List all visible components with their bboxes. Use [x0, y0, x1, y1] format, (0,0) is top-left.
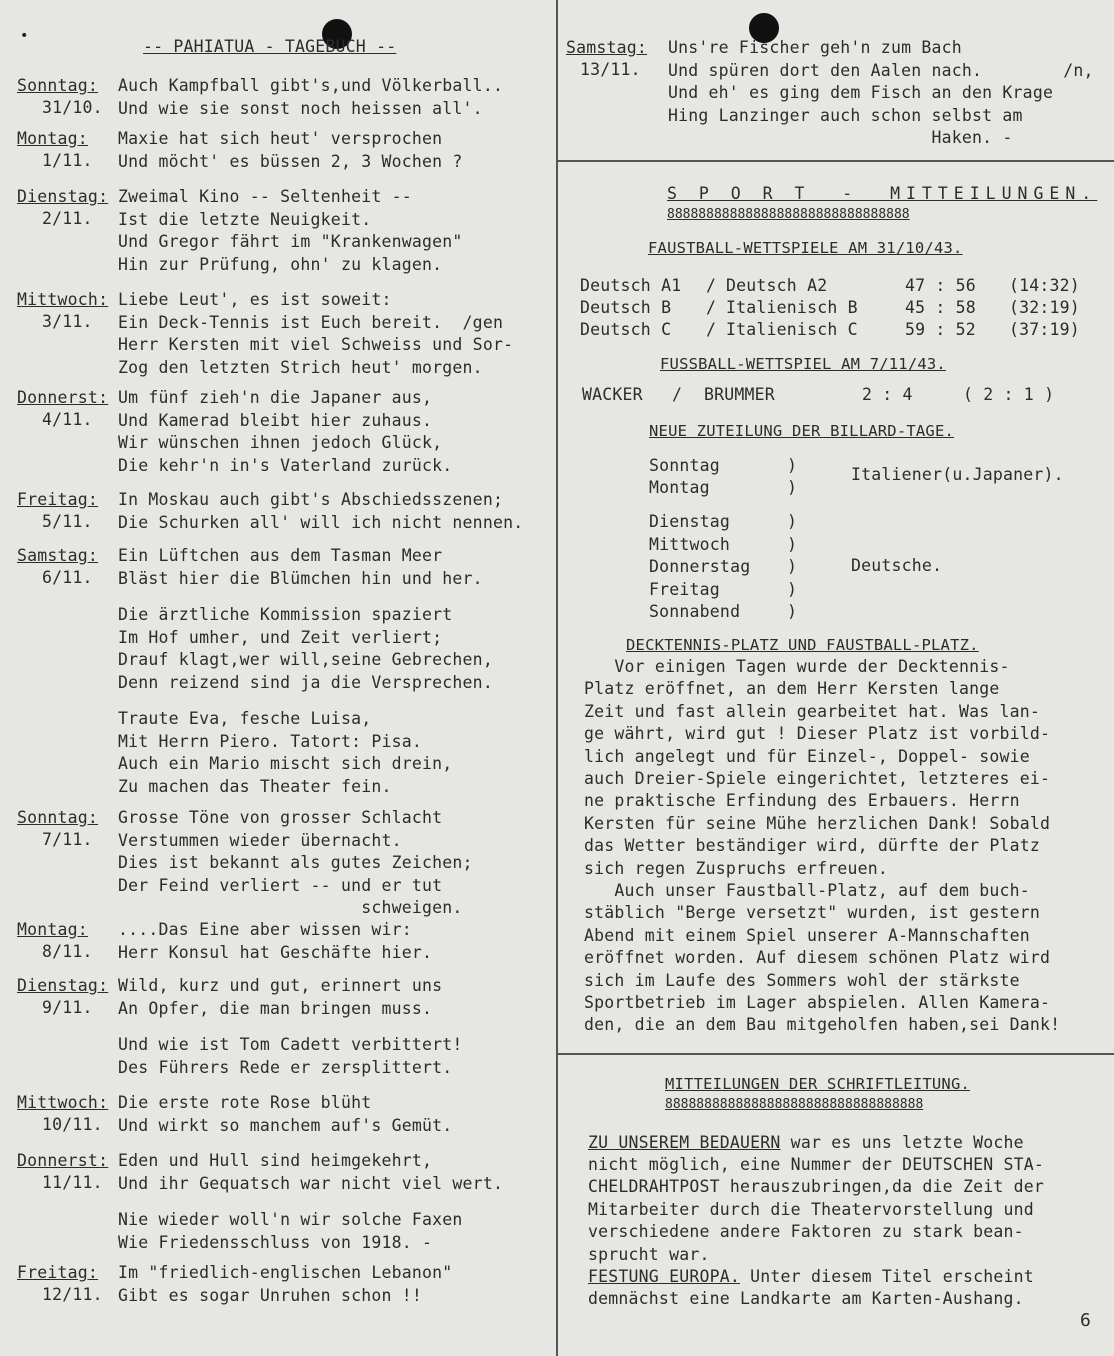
billard-bracket: )	[787, 456, 798, 475]
fussball-separator: /	[672, 385, 683, 404]
diary-date: 10/11.	[42, 1115, 103, 1134]
platz-text-line: Vor einigen Tagen wurde der Decktennis-	[584, 657, 1010, 676]
faustball-halftime: (32:19)	[1009, 298, 1080, 317]
billard-title: NEUE ZUTEILUNG DER BILLARD-TAGE.	[649, 422, 955, 440]
schriftleitung-line: demnächst eine Landkarte am Karten-Aushang.	[588, 1289, 1024, 1308]
diary-verse-line: Wir wünschen ihnen jedoch Glück,	[118, 433, 443, 452]
schriftleitung-line: nicht möglich, eine Nummer der DEUTSCHEN STA-	[588, 1155, 1045, 1174]
diary-verse-line: Herr Konsul hat Geschäfte hier.	[118, 942, 433, 962]
billard-bracket: )	[787, 579, 798, 599]
vertical-column-divider	[556, 0, 558, 1356]
horizontal-divider-top	[558, 160, 1114, 162]
diary-verse-line: Um fünf zieh'n die Japaner aus,	[118, 388, 433, 407]
faustball-team-a: Deutsch A1	[580, 276, 682, 295]
platz-text-line: stäblich "Berge versetzt" wurden, ist gestern	[584, 903, 1041, 923]
diary-verse-line: Ein Lüftchen aus dem Tasman Meer	[118, 546, 443, 565]
diary-verse-line: Traute Eva, fesche Luisa,	[118, 709, 372, 728]
diary-date: 4/11.	[42, 410, 93, 429]
schriftleitung-lead-2: FESTUNG EUROPA.	[588, 1267, 741, 1286]
faustball-team-b: Italienisch C	[726, 320, 858, 339]
platz-text-line: ge währt, wird gut ! Dieser Platz ist vorbild-	[584, 724, 1051, 744]
diary-verse-line: In Moskau auch gibt's Abschiedsszenen;	[118, 490, 504, 509]
faustball-separator: /	[706, 276, 717, 295]
diary-verse-line: Und möcht' es büssen 2, 3 Wochen ?	[118, 151, 463, 171]
platz-text-line: Sportbetrieb im Lager abspielen. Allen Kamera-	[584, 993, 1051, 1012]
billard-bracket: )	[787, 534, 798, 554]
diary-day-label: Sonntag:	[17, 76, 99, 95]
page-number: 6	[1080, 1310, 1091, 1331]
diary-verse-line: Nie wieder woll'n wir solche Faxen	[118, 1210, 463, 1229]
billard-day: Dienstag	[649, 512, 731, 531]
diary-date: 1/11.	[42, 151, 93, 170]
diary-verse-line: Dies ist bekannt als gutes Zeichen;	[118, 853, 473, 872]
diary-verse-line: Ein Deck-Tennis ist Euch bereit. /gen	[118, 312, 504, 332]
platz-text-line: Platz eröffnet, an dem Herr Kersten lange	[584, 679, 1000, 699]
diary-verse-line: Herr Kersten mit viel Schweiss und Sor-	[118, 335, 514, 354]
billard-day: Freitag	[649, 579, 720, 599]
schriftleitung-title: MITTEILUNGEN DER SCHRIFTLEITUNG.	[665, 1075, 971, 1093]
diary-day-label: Freitag:	[17, 1263, 99, 1282]
diary-date: 12/11.	[42, 1285, 103, 1304]
diary-day-label: Dienstag:	[17, 976, 109, 995]
faustball-score: 47 : 56	[905, 276, 976, 295]
schriftleitung-line	[588, 1266, 1034, 1288]
schriftleitung-line: verschiedene andere Faktoren zu stark bean-	[588, 1222, 1024, 1242]
diary-verse-line: Maxie hat sich heut' versprochen	[118, 129, 443, 148]
billard-day: Donnerstag	[649, 557, 751, 576]
billard-day: Sonntag	[649, 456, 720, 475]
platz-text-line: auch Dreier-Spiele eingerichtet, letzteres ei-	[584, 769, 1051, 788]
diary-verse-line: Und eh' es ging dem Fisch an den Krage	[668, 83, 1054, 102]
diary-verse-line: Haken. -	[668, 128, 1013, 147]
schriftleitung-text: Unter diesem Titel erscheint	[740, 1267, 1034, 1286]
diary-verse-line: Und spüren dort den Aalen nach. /n,	[668, 60, 1094, 80]
schriftleitung-line: Mitarbeiter durch die Theatervorstellung und	[588, 1199, 1034, 1219]
diary-day-label: Montag:	[17, 129, 88, 148]
diary-day-label: Samstag:	[17, 546, 99, 565]
billard-day: Montag	[649, 478, 710, 497]
fussball-title: FUSSBALL-WETTSPIEL AM 7/11/43.	[660, 355, 946, 373]
faustball-team-b: Deutsch A2	[726, 276, 828, 295]
billard-assignment: Italiener(u.Japaner).	[851, 465, 1064, 484]
diary-verse-line: Hin zur Prüfung, ohn' zu klagen.	[118, 254, 443, 274]
diary-verse-line: Bläst hier die Blümchen hin und her.	[118, 568, 483, 588]
platz-text-line: Abend mit einem Spiel unserer A-Mannschaften	[584, 925, 1030, 945]
billard-day: Sonnabend	[649, 602, 741, 621]
diary-verse-line: Und Kamerad bleibt hier zuhaus.	[118, 410, 433, 430]
platz-text-line: Zeit und fast allein gearbeitet hat. Was lan-	[584, 701, 1041, 721]
billard-assignment: Deutsche.	[851, 556, 943, 575]
diary-date: 3/11.	[42, 312, 93, 331]
diary-verse-line: Mit Herrn Piero. Tatort: Pisa.	[118, 731, 423, 751]
faustball-team-b: Italienisch B	[726, 298, 858, 317]
diary-verse-line: ....Das Eine aber wissen wir:	[118, 920, 412, 939]
billard-bracket: )	[787, 478, 798, 497]
faustball-team-a: Deutsch B	[580, 298, 672, 317]
diary-verse-line: Drauf klagt,wer will,seine Gebrechen,	[118, 650, 493, 669]
diary-verse-line: Zweimal Kino -- Seltenheit --	[118, 187, 412, 206]
platz-text-line: ne praktische Erfindung des Erbauers. Herrn	[584, 791, 1020, 811]
faustball-halftime: (37:19)	[1009, 320, 1080, 339]
diary-verse-line: Ist die letzte Neuigkeit.	[118, 209, 372, 229]
diary-date: 9/11.	[42, 998, 93, 1017]
diary-verse-line: Des Führers Rede er zersplittert.	[118, 1057, 453, 1077]
diary-verse-line: Auch Kampfball gibt's,und Völkerball..	[118, 76, 504, 95]
diary-day-label: Samstag:	[566, 38, 648, 57]
diary-verse-line: Und wirkt so manchem auf's Gemüt.	[118, 1115, 453, 1135]
sport-title-underline: 8888888888888888888888888888888	[667, 207, 910, 222]
diary-verse-line: schweigen.	[118, 898, 463, 917]
corner-mark: •	[20, 28, 29, 44]
diary-title: -- PAHIATUA - TAGEBUCH --	[143, 37, 397, 56]
schriftleitung-line: CHELDRAHTPOST herauszubringen,da die Zeit der	[588, 1177, 1045, 1197]
diary-date: 31/10.	[42, 98, 103, 117]
faustball-separator: /	[706, 320, 717, 339]
diary-verse-line: Gibt es sogar Unruhen schon !!	[118, 1285, 423, 1305]
diary-verse-line: Im Hof umher, und Zeit verliert;	[118, 627, 443, 647]
diary-date: 8/11.	[42, 942, 93, 961]
platz-text-line: Auch unser Faustball-Platz, auf dem buch-	[584, 881, 1030, 900]
diary-day-label: Donnerst:	[17, 1151, 109, 1170]
diary-verse-line: Die ärztliche Kommission spaziert	[118, 605, 453, 624]
diary-day-label: Montag:	[17, 920, 88, 939]
faustball-halftime: (14:32)	[1009, 276, 1080, 295]
diary-verse-line: Und wie ist Tom Cadett verbittert!	[118, 1035, 463, 1054]
diary-verse-line: Die erste rote Rose blüht	[118, 1093, 372, 1112]
platz-text-line: das Wetter beständiger wird, dürfte der Platz	[584, 836, 1041, 856]
platz-text-line: sich im Laufe des Sommers wohl der stärkste	[584, 970, 1020, 990]
schriftleitung-line: sprucht war.	[588, 1244, 710, 1264]
faustball-separator: /	[706, 298, 717, 317]
faustball-title: FAUSTBALL-WETTSPIELE AM 31/10/43.	[648, 239, 963, 257]
schriftleitung-title-underline: 888888888888888888888888888888888	[665, 1097, 924, 1112]
platz-text-line: lich angelegt und für Einzel-, Doppel- sowie	[584, 746, 1030, 766]
diary-date: 13/11.	[580, 60, 641, 79]
diary-day-label: Donnerst:	[17, 388, 109, 407]
fussball-team-b: BRUMMER	[704, 385, 775, 404]
diary-date: 2/11.	[42, 209, 93, 228]
faustball-score: 45 : 58	[905, 298, 976, 317]
horizontal-divider-bottom	[558, 1053, 1114, 1055]
billard-bracket: )	[787, 602, 798, 621]
diary-verse-line: Verstummen wieder übernacht.	[118, 830, 402, 850]
schriftleitung-lead-1: ZU UNSEREM BEDAUERN	[588, 1133, 781, 1152]
billard-bracket: )	[787, 557, 798, 576]
diary-verse-line: Uns're Fischer geh'n zum Bach	[668, 38, 962, 57]
schriftleitung-text: war es uns letzte Woche	[780, 1133, 1024, 1152]
diary-verse-line: Der Feind verliert -- und er tut	[118, 875, 443, 895]
diary-verse-line: Liebe Leut', es ist soweit:	[118, 290, 392, 309]
diary-day-label: Sonntag:	[17, 808, 99, 827]
billard-bracket: )	[787, 512, 798, 531]
diary-verse-line: Hing Lanzinger auch schon selbst am	[668, 105, 1023, 125]
diary-verse-line: Zog den letzten Strich heut' morgen.	[118, 357, 483, 377]
diary-day-label: Dienstag:	[17, 187, 109, 206]
fussball-halftime: ( 2 : 1 )	[963, 385, 1055, 404]
diary-verse-line: Und wie sie sonst noch heissen all'.	[118, 98, 483, 118]
diary-verse-line: Im "friedlich-englischen Lebanon"	[118, 1263, 453, 1282]
diary-verse-line: Auch ein Mario mischt sich drein,	[118, 754, 453, 773]
platz-text-line: Kersten für seine Mühe herzlichen Dank! Sobald	[584, 813, 1051, 833]
diary-verse-line: Die Schurken all' will ich nicht nennen.	[118, 512, 524, 532]
platz-title: DECKTENNIS-PLATZ UND FAUSTBALL-PLATZ.	[626, 636, 979, 654]
diary-verse-line: Und ihr Gequatsch war nicht viel wert.	[118, 1173, 504, 1193]
schriftleitung-line	[588, 1132, 1024, 1154]
diary-day-label: Mittwoch:	[17, 1093, 109, 1112]
platz-text-line: sich regen Zuspruchs erfreuen.	[584, 858, 889, 878]
faustball-team-a: Deutsch C	[580, 320, 672, 339]
platz-text-line: den, die an dem Bau mitgeholfen haben,sei Dank!	[584, 1015, 1061, 1035]
fussball-team-a: WACKER	[582, 385, 643, 404]
platz-text-line: eröffnet worden. Auf diesem schönen Platz wird	[584, 948, 1051, 968]
diary-verse-line: Zu machen das Theater fein.	[118, 776, 392, 796]
diary-verse-line: Die kehr'n in's Vaterland zurück.	[118, 455, 453, 475]
diary-verse-line: Grosse Töne von grosser Schlacht	[118, 808, 443, 827]
diary-verse-line: Und Gregor fährt im "Krankenwagen"	[118, 232, 463, 251]
diary-verse-line: Wie Friedensschluss von 1918. -	[118, 1232, 433, 1252]
fussball-score: 2 : 4	[862, 385, 913, 404]
sport-title: S P O R T - MITTEILUNGEN.	[667, 184, 1098, 203]
faustball-score: 59 : 52	[905, 320, 976, 339]
diary-verse-line: Eden und Hull sind heimgekehrt,	[118, 1151, 433, 1170]
diary-date: 6/11.	[42, 568, 93, 587]
diary-verse-line: An Opfer, die man bringen muss.	[118, 998, 433, 1018]
diary-day-label: Freitag:	[17, 490, 99, 509]
diary-verse-line: Wild, kurz und gut, erinnert uns	[118, 976, 443, 995]
diary-verse-line: Denn reizend sind ja die Versprechen.	[118, 672, 493, 692]
diary-date: 7/11.	[42, 830, 93, 849]
diary-date: 5/11.	[42, 512, 93, 531]
diary-day-label: Mittwoch:	[17, 290, 109, 309]
diary-date: 11/11.	[42, 1173, 103, 1192]
billard-day: Mittwoch	[649, 534, 731, 554]
